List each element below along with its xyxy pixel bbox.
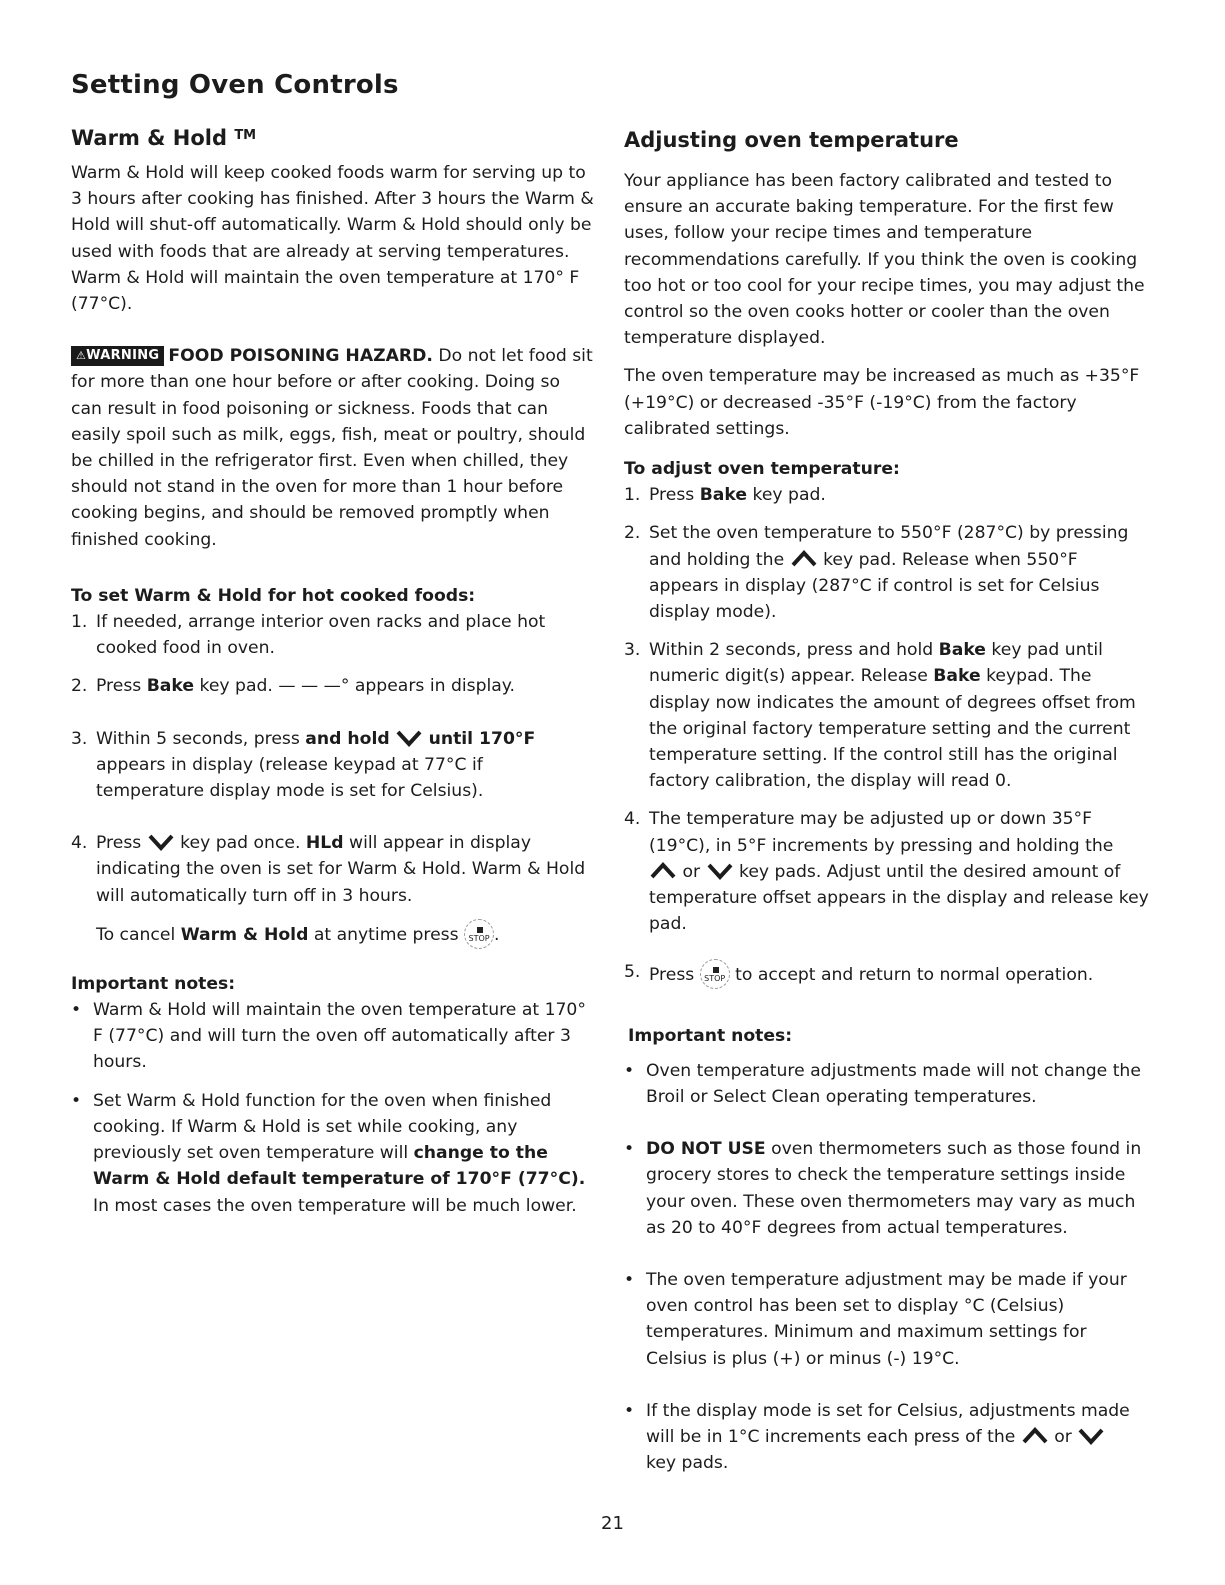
adjust-intro-1: Your appliance has been factory calibrated and tested to ensure an accurate baking temperature. For the first few uses, follow your recipe times and temperature recommendations carefully. If you think the oven is cooking too hot or too cool for your recipe times, you may adjust the control so the oven cooks hotter or cooler than the oven temperature displayed. bbox=[624, 171, 1145, 349]
list-item: 2. Set the oven temperature to 550°F (287°C) by pressing and holding the key pad. Release when 550°F appears in display (287°C if control is set for Celsius display mode). bbox=[624, 523, 1129, 623]
warning-title: FOOD POISONING HAZARD. bbox=[168, 346, 433, 367]
list-item: • Oven temperature adjustments made will not change the Broil or Select Clean operating temperatures. bbox=[624, 1058, 1149, 1110]
warm-hold-notes bbox=[71, 997, 596, 1219]
warm-hold-steps bbox=[71, 609, 596, 909]
bullet-icon: • bbox=[71, 1000, 82, 1021]
warning-text: Do not let food sit for more than one hour before or after cooking. Doing so can result in food poisoning or sickness. Foods that can easily spoil such as milk, eggs, fish, meat or poultry, should be chilled in the refrigerator first. Even when chilled, they should not stand in the oven for more than 1 hour before cooking begins, and should be removed promptly when finished cooking. bbox=[71, 346, 593, 550]
bullet-icon: • bbox=[624, 1139, 635, 1160]
bullet-icon: • bbox=[624, 1400, 635, 1421]
stop-key-icon: STOP bbox=[700, 959, 730, 989]
warm-hold-intro: Warm & Hold will keep cooked foods warm for serving up to 3 hours after cooking has finished. After 3 hours the Warm & Hold will shut-off automatically. Warm & Hold should only be used with foods that are already at serving temperatures. Warm & Hold will maintain the oven temperature at 170° F (77°C). bbox=[71, 163, 594, 315]
list-item: • Set Warm & Hold function for the oven when finished cooking. If Warm & Hold is set while cooking, any previously set oven temperature will change to the Warm & Hold default temperature of 170°F (77°C). In most cases the oven temperature will be much lower. bbox=[71, 1088, 596, 1219]
page-title: Setting Oven Controls bbox=[71, 70, 399, 100]
list-item: 4. The temperature may be adjusted up or down 35°F (19°C), in 5°F increments by pressing and holding the or key pads. Adjust until the desired amount of temperature offset appears in the display and release key pad. bbox=[624, 809, 1149, 935]
list-item: 3. Within 5 seconds, press and hold until 170°F appears in display (release keypad at 77°C if temperature display mode is set for Celsius). bbox=[71, 728, 536, 802]
adjust-notes bbox=[624, 1058, 1149, 1477]
list-item: 3. Within 2 seconds, press and hold Bake key pad until numeric digit(s) appear. Release Bake keypad. The display now indicates the amount of degrees offset from the original factory temperature setting and the current temperature setting. If the control still has the original factory calibration, the display will read 0. bbox=[624, 640, 1136, 792]
warning-badge: ⚠WARNING bbox=[71, 346, 164, 366]
bullet-icon: • bbox=[624, 1269, 635, 1290]
list-item: 4. Press key pad once. HLd will appear in display indicating the oven is set for Warm & Hold. Warm & Hold will automatically turn off in 3 hours. bbox=[71, 833, 586, 906]
up-arrow-key-icon bbox=[649, 862, 677, 880]
down-arrow-key-icon bbox=[147, 833, 175, 851]
down-arrow-key-icon bbox=[1077, 1427, 1105, 1445]
up-arrow-key-icon bbox=[790, 550, 818, 568]
list-item: 5. Press STOP to accept and return to normal operation. bbox=[624, 959, 1149, 989]
list-item: • DO NOT USE oven thermometers such as those found in grocery stores to check the temperature settings inside your oven. These oven thermometers may vary as much as 20 to 40°F degrees from actual temperatures. bbox=[624, 1136, 1149, 1241]
list-item: 2. Press Bake key pad. — — —° appears in display. bbox=[71, 676, 515, 697]
trademark-mark: TM bbox=[234, 128, 257, 143]
adjust-steps-heading: To adjust oven temperature: bbox=[624, 459, 900, 480]
warning-paragraph bbox=[71, 343, 596, 553]
adjust-temperature-section bbox=[624, 124, 1149, 1476]
cancel-instruction: To cancel Warm & Hold at anytime press STOP . bbox=[71, 919, 596, 949]
list-item: 1. If needed, arrange interior oven racks and place hot cooked food in oven. bbox=[71, 612, 546, 659]
bullet-icon: • bbox=[71, 1090, 82, 1111]
adjust-notes-heading: Important notes: bbox=[628, 1026, 793, 1047]
down-arrow-key-icon bbox=[395, 729, 423, 747]
list-item: 1. Press Bake key pad. bbox=[624, 485, 826, 506]
page-number: 21 bbox=[601, 1513, 624, 1534]
stop-key-icon: STOP bbox=[464, 919, 494, 949]
warm-hold-steps-heading: To set Warm & Hold for hot cooked foods: bbox=[71, 585, 476, 606]
adjust-steps bbox=[624, 482, 1149, 989]
list-item: • If the display mode is set for Celsius, adjustments made will be in 1°C increments each press of the or key pads. bbox=[624, 1398, 1149, 1477]
adjust-heading: Adjusting oven temperature bbox=[624, 128, 959, 152]
adjust-intro-2: The oven temperature may be increased as much as +35°F (+19°C) or decreased -35°F (-19°C) from the factory calibrated settings. bbox=[624, 366, 1140, 439]
down-arrow-key-icon bbox=[706, 862, 734, 880]
warm-hold-heading: Warm & Hold ™ bbox=[71, 126, 257, 150]
up-arrow-key-icon bbox=[1021, 1427, 1049, 1445]
bullet-icon: • bbox=[624, 1060, 635, 1081]
warm-hold-notes-heading: Important notes: bbox=[71, 973, 236, 994]
warm-hold-section bbox=[71, 124, 596, 1219]
list-item: • Warm & Hold will maintain the oven temperature at 170° F (77°C) and will turn the oven off automatically after 3 hours. bbox=[71, 997, 596, 1076]
warning-triangle-icon: ⚠ bbox=[76, 349, 87, 363]
list-item: • The oven temperature adjustment may be made if your oven control has been set to display °C (Celsius) temperatures. Minimum and maximum settings for Celsius is plus (+) or minus (-) 19°C. bbox=[624, 1267, 1149, 1372]
